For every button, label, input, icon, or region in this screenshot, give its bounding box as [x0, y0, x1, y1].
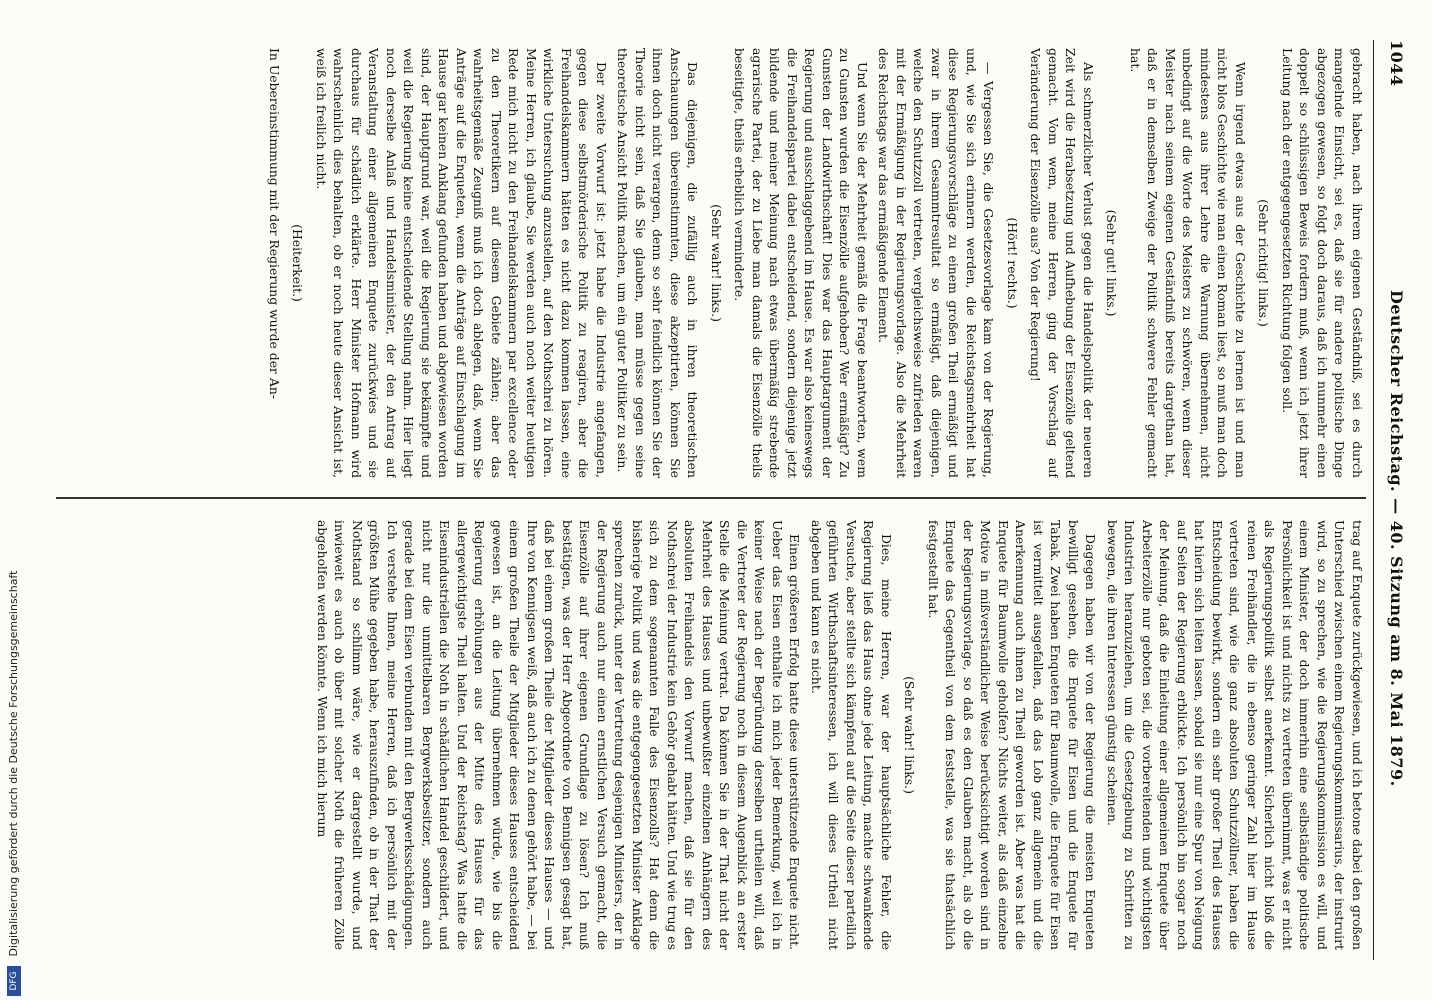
header-rule	[1373, 40, 1374, 960]
digitization-credit	[4, 0, 24, 996]
paragraph: In Uebereinstimmung mit der Regierung wurde der An-	[267, 48, 282, 400]
paragraph: Einen größeren Erfolg hatte diese unterstützende Enquete nicht. Ueber das Eisen enthalte ich mich jeder Bemerkung, weil ich in keiner Weise nach der Begründung derselben urtheilen will, daß die Vertreter der Regierung noch in diesem Augenblick an erster Stelle die Meinung vertrat. Da können Sie in der That nicht der Mehrheit des Hauses und unbewußter einzelnen Anhängern des absoluten Freihandels den Vorwurf machen, daß sie für den Nothschrei der Industrie kein Gehör gehabt hätten. Und wie trug es sich zu dem sogenannten Falle des Eisenzolls? Hat denn die bisherige Politik und was die entgegengesetzten Minister Anklage sprechen zurück, unter der Vertretung desjenigen Ministers, der in der Regierung auch nur einen ernstlichen Versuch gemacht, die Eisenzölle auf ihrer eigenen Grundlage zu lösen? Ich muß bestätigen, was der Herr Abgeordnete von Bennigsen gesagt hat, daß bei einem großen Theile der Mitglieder dieses Hauses — und Ihre von Kennigsen weiß, daß auch ich zu denen gehört habe, — bei einem großen Theile der Mitglieder dieses Hauses entscheidend gewesen ist, an die Leitung übernehmen würde, wie bis die Regierung erhöhungen aus der Mitte des Hauses für das allergewichtigste Theil halten. Und der Reichstag? Was hatte die Eisenindustriellen die Noth in schädlichen Handel geschildert, und nicht nur die unmittelbaren Bergwerksbesitzer, sondern auch gerade bei dem Eisen verbunden mit den Bergwerksschädigungen. Ich verstehe Ihnen, meine Herren, daß ich persönlich mit der größten Mühe gegeben habe, herauszufinden, ob in der That der Nothstand so schlimm wäre, wie er dargestellt wurde, und inwieweit es auch ob über mit solcher Noth die früheren Zölle abgeholfen werden könnte. Wenn ich mich hierum	[315, 520, 803, 950]
paragraph: (Sehr gut! links.)	[1104, 209, 1120, 317]
paragraph: Als schmerzlicher Verlust gegen die Handelspolitik der neueren Zeit wird die Herabsetzung und Aufhebung der Eisenzölle geltend gemacht. Vom wem, meine Herren, ging der Vorschlag auf Veränderung der Eisenzölle aus? Von der Regierung!	[1028, 48, 1096, 478]
paragraph: trag auf Enquete zurückgewiesen, und ich betone dabei den großen Unterschied zwischen einem Regierungskommissarius, der instruirt wird, so zu sprechen, wie die Regierungskommission es will, und einem Minister, der doch immerhin eine selbständige politische Persönlichkeit ist und nichts zu vertreten übernimmt, was er nicht als Regierungspolitik selbst anerkennt. Sicherlich nicht bloß die reinen Freihändler, die in ebenso geringer Zahl hier im Hause vertreten sind, wie die ganz absoluten Schutzzöllner, haben die Entscheidung bewirkt, sondern ein sehr großer Theil des Hauses hat hierin sich leiten lassen, sobald sie nur eine Spur von Neigung auf Seiten der Regierung erblickte. Ich persönlich bin sogar noch der Meinung, daß die Einleitung einer allgemeinen Enquete über Arbeiterzölle nur geboten sei, die vorbereitenden und wichtigsten Industrien heranzuziehen, um die Gesetzgebung zu Schritten zu bewegen, die ihren Interessen günstig scheinen.	[1105, 520, 1365, 950]
paragraph: Wenn irgend etwas aus der Geschichte zu lernen ist und man nicht blos Geschichte wie man einen Roman liest, so muß man doch mindestens aus ihrer Lehre die Warnung übernehmen, nicht unbedingt auf die Worte des Meisters zu schwören, wenn dieser Meister nach seinem eigenen Geständniß bereits dargethan hat, daß er in demselben Zweige der Politik schwere Fehler gemacht hat.	[1128, 48, 1248, 478]
paragraph: (Sehr richtig! links.)	[1256, 199, 1272, 327]
paragraph: Und wenn Sie der Mehrheit gemäß die Frage beantworten, wem zu Gunsten wurden die Eisenzölle aufgehoben? Wer ermäßigt? Zu Gunsten der Landwirthschaft! Dies war das Hauptargument der Regierung und ausschlaggebend im Hause. Es war also keineswegs die Freihandelspartei dabei entscheidend, sondern diejenige jetzt bildende und meiner Meinung nach etwas übermäßig strebende agrarische Partei, der zu Liebe man damals die Eisenzölle theils beseitigte, theils erheblich verminderte.	[732, 48, 870, 478]
right-text-column	[56, 520, 1366, 950]
paragraph: Der zweite Vorwurf ist: jetzt habe die Industrie angefangen, gegen diese selbstmörderische Politik zu reagiren, aber die Freihandelskammern hätten es nicht dazu kommen lassen, eine wirkliche Untersuchung anzustellen, auf den Nothschrei zu hören. Meine Herren, ich glaube, Sie werden auch noch weiter heutigen Rede mich nicht zu den Freihandelskammern par excellence oder zu den Theoretikern auf diesem Gebiete zählen; aber das wahrheitsgemäße Zeugniß muß ich doch ablegen, daß, wenn Sie Anträge auf die Enqueten, wenn die Anträge auf Einschlagung im Hause gar keinen Anklang gefunden haben und abgewiesen worden sind, der Hauptgrund war, weil die Regierung sie bekämpfte und weil die Regierung keine entscheidende Stellung nahm. Hier liegt noch derselbe Anlaß und Handelsminister, der den Antrag auf Veranstaltung einer allgemeinen Enquete zurückwies und sie durchaus für schädlich erklärte. Herr Minister Hofmann wird wahrscheinlich dies behalten, ob er noch heute dieser Ansicht ist, weiß ich freilich nicht.	[314, 48, 609, 478]
paragraph: (Sehr wahr! links.)	[902, 676, 918, 794]
paragraph: Dagegen haben wir von der Regierung die meisten Enqueten bewilligt gesehen, die Enquete für Eisen und die Enquete für Tabak. Zwei haben Enqueten für Baumwolle, die Enquete für Eisen ist vermittelt ausgefallen, daß das Lob ganz allgemein und die Anerkennung auch ihnen zu Theil geworden ist. Aber was hat die Enquete für Baumwolle geholfen? Nichts weiter, als daß einzelne Motive in mißverständlicher Weise berücksichtigt worden sind in der Regierungsvorlage, so daß es den Glauben macht, als ob die Enquete das Gegentheil von dem feststelle, was sie thatsächlich festgestellt hat.	[926, 520, 1099, 950]
paragraph: Das diejenigen, die zufällig auch in ihren theoretischen Anschauungen übereinstimmten, diese akzeptirten, können Sie ihnen doch nicht verargen, denn so sehr feindlich können Sie der Theorie nicht sein, daß Sie glauben, man müsse gegen seine theoretische Ansicht Politik machen, um ein guter Politiker zu sein.	[615, 48, 701, 478]
paragraph: — Vergessen Sie, die Gesetzesvorlage kam von der Regierung, und, wie Sie sich erinnern werden, die Reichstagsmehrheit hat diese Regierungsvorschläge zu einem großen Theil ermäßigt und zwar in ihrem Gesammtresultat so ermäßigt, daß diejenigen, welche den Schutzzoll vertreten, vergleichsweise zufrieden waren mit der Ermäßigung in der Regierungsvorlage. Also die Mehrheit des Reichstags war das ermäßigende Element.	[876, 48, 997, 478]
page-header	[1374, 40, 1414, 960]
running-title: Deutscher Reichstag. — 40. Sitzung am 8. Mai 1879.	[1387, 290, 1406, 787]
paragraph: (Hört! rechts.)	[1005, 217, 1020, 309]
paragraph: (Sehr wahr! links.)	[709, 204, 724, 322]
paragraph: gebracht haben, nach ihrem eigenen Geständniß, sei es durch mangelnde Einsicht, sei es, daß sie für andere politische Dinge abgezogen gewesen, so folgt doch daraus, daß ich nunmehr einen doppelt so schlüssigen Beweis fordern muß, wenn ich jetzt ihrer Leitung nach der entgegengesetzten Richtung folgen soll.	[1280, 48, 1365, 478]
page-number: 1044	[1387, 40, 1406, 87]
dfg-logo: DFG	[7, 966, 21, 996]
paragraph: (Heiterkeit.)	[290, 224, 306, 302]
left-text-column	[56, 48, 1366, 478]
credit-text: Digitalisierung gefördert durch die Deutsche Forschungsgemeinschaft	[7, 570, 20, 957]
column-divider	[56, 497, 1366, 499]
paragraph: Dies, meine Herren, war der hauptsächliche Fehler, die Regierung ließ das Haus ohne jede Leitung, machte schwankende Versuche, aber stellte sich kämpfend auf die Seite dieser parteilich geführten Wirthschaftsinteressen, ich will dieses Urtheil nicht abgeben und kann es nicht.	[809, 520, 894, 950]
